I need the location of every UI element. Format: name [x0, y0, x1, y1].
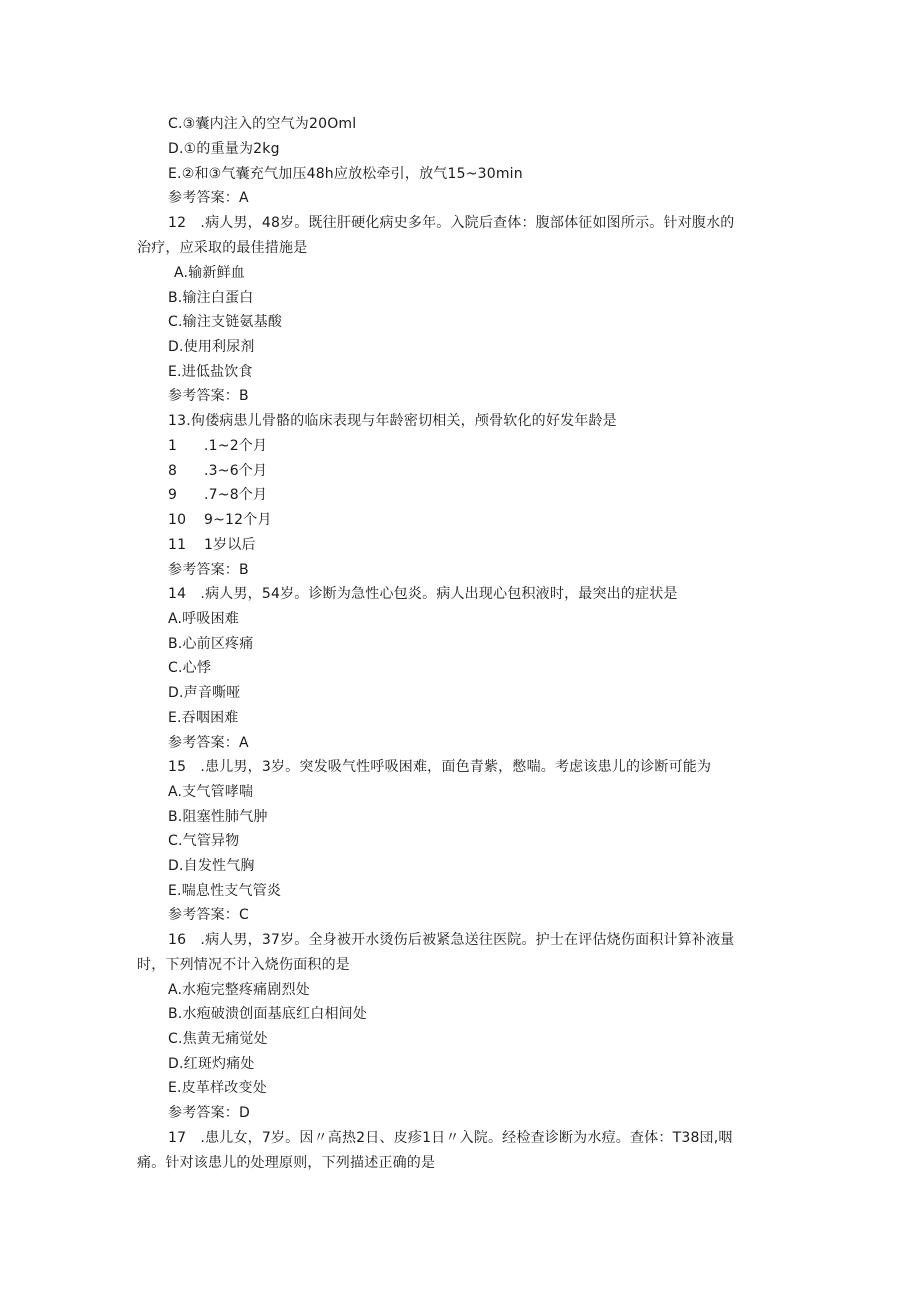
option-line: B.水疱破溃创面基底红白相间处	[168, 1006, 368, 1022]
answer-line: 参考答案：C	[168, 907, 249, 923]
option-text: .3~6个月	[204, 463, 268, 479]
option-line: B.输注白蛋白	[168, 290, 254, 306]
option-text: 1岁以后	[204, 537, 256, 553]
question-line: 痛。针对该患儿的处理原则，下列描述正确的是	[137, 1155, 436, 1171]
answer-line: 参考答案：B	[168, 562, 249, 578]
answer-line: 参考答案：B	[168, 388, 249, 404]
question-line: 13.佝偻病患儿骨骼的临床表现与年龄密切相关，颅骨软化的好发年龄是	[168, 413, 617, 429]
option-line: B.心前区疼痛	[168, 636, 254, 652]
option-line: E.吞咽困难	[168, 710, 239, 726]
option-line: D.自发性气胸	[168, 858, 255, 874]
option-line	[168, 510, 272, 530]
question-line: 14 .病人男，54岁。诊断为急性心包炎。病人出现心包积液时，最突出的症状是	[168, 586, 678, 602]
question-line: 16 .病人男，37岁。全身被开水烫伤后被紧急送往医院。护士在评估烧伤面积计算补液量	[168, 932, 735, 948]
question-line: 时，下列情况不计入烧伤面积的是	[137, 957, 350, 973]
option-number: 8	[168, 463, 178, 479]
option-line: E.进低盐饮食	[168, 364, 253, 380]
option-number: 1	[168, 438, 178, 454]
option-line: D.红斑灼痛处	[168, 1056, 255, 1072]
option-line: E.喘息性支气管炎	[168, 883, 282, 899]
option-line	[168, 461, 267, 481]
question-line: 12 .病人男，48岁。既往肝硬化病史多年。入院后查体：腹部体征如图所示。针对腹水的	[168, 215, 735, 231]
answer-line: 参考答案：D	[168, 1105, 250, 1121]
option-line: E.皮革样改变处	[168, 1080, 267, 1096]
option-line: C.心悸	[168, 660, 212, 676]
option-number: 10	[168, 512, 187, 528]
option-line: C.气管异物	[168, 833, 240, 849]
option-line: D.①的重量为2kg	[168, 141, 280, 157]
option-line	[168, 485, 267, 505]
option-line: B.阻塞性肺气肿	[168, 809, 268, 825]
option-number: 11	[168, 537, 187, 553]
option-number: 9	[168, 487, 178, 503]
option-line: A.支气管哮喘	[168, 784, 254, 800]
question-line: 17 .患儿女，7岁。因〃高热2日、皮疹1日〃入院。经检查诊断为水痘。查体：T38団,咽	[168, 1130, 733, 1146]
question-line: 治疗，应采取的最佳措施是	[137, 240, 308, 256]
option-text: .7~8个月	[204, 487, 268, 503]
option-line: A.输新鲜血	[174, 265, 245, 281]
option-line: D.使用利尿剂	[168, 339, 255, 355]
option-line: D.声音嘶哑	[168, 685, 241, 701]
option-line: C.焦黄无痛觉处	[168, 1031, 268, 1047]
option-text: .1~2个月	[204, 438, 268, 454]
option-line: A.水疱完整疼痛剧烈处	[168, 982, 310, 998]
answer-line: 参考答案：A	[168, 735, 249, 751]
option-line	[168, 436, 267, 456]
answer-line: 参考答案：A	[168, 190, 249, 206]
question-line: 15 .患儿男，3岁。突发吸气性呼吸困难，面色青紫，憋喘。考虑该患儿的诊断可能为	[168, 759, 712, 775]
option-text: 9~12个月	[204, 512, 272, 528]
option-line: C.③囊内注入的空气为20Oml	[168, 116, 357, 132]
option-line: E.②和③气囊充气加压48h应放松牵引，放气15~30min	[168, 166, 523, 182]
option-line: C.输注支链氨基酸	[168, 314, 283, 330]
option-line	[168, 535, 256, 555]
option-line: A.呼吸困难	[168, 611, 239, 627]
